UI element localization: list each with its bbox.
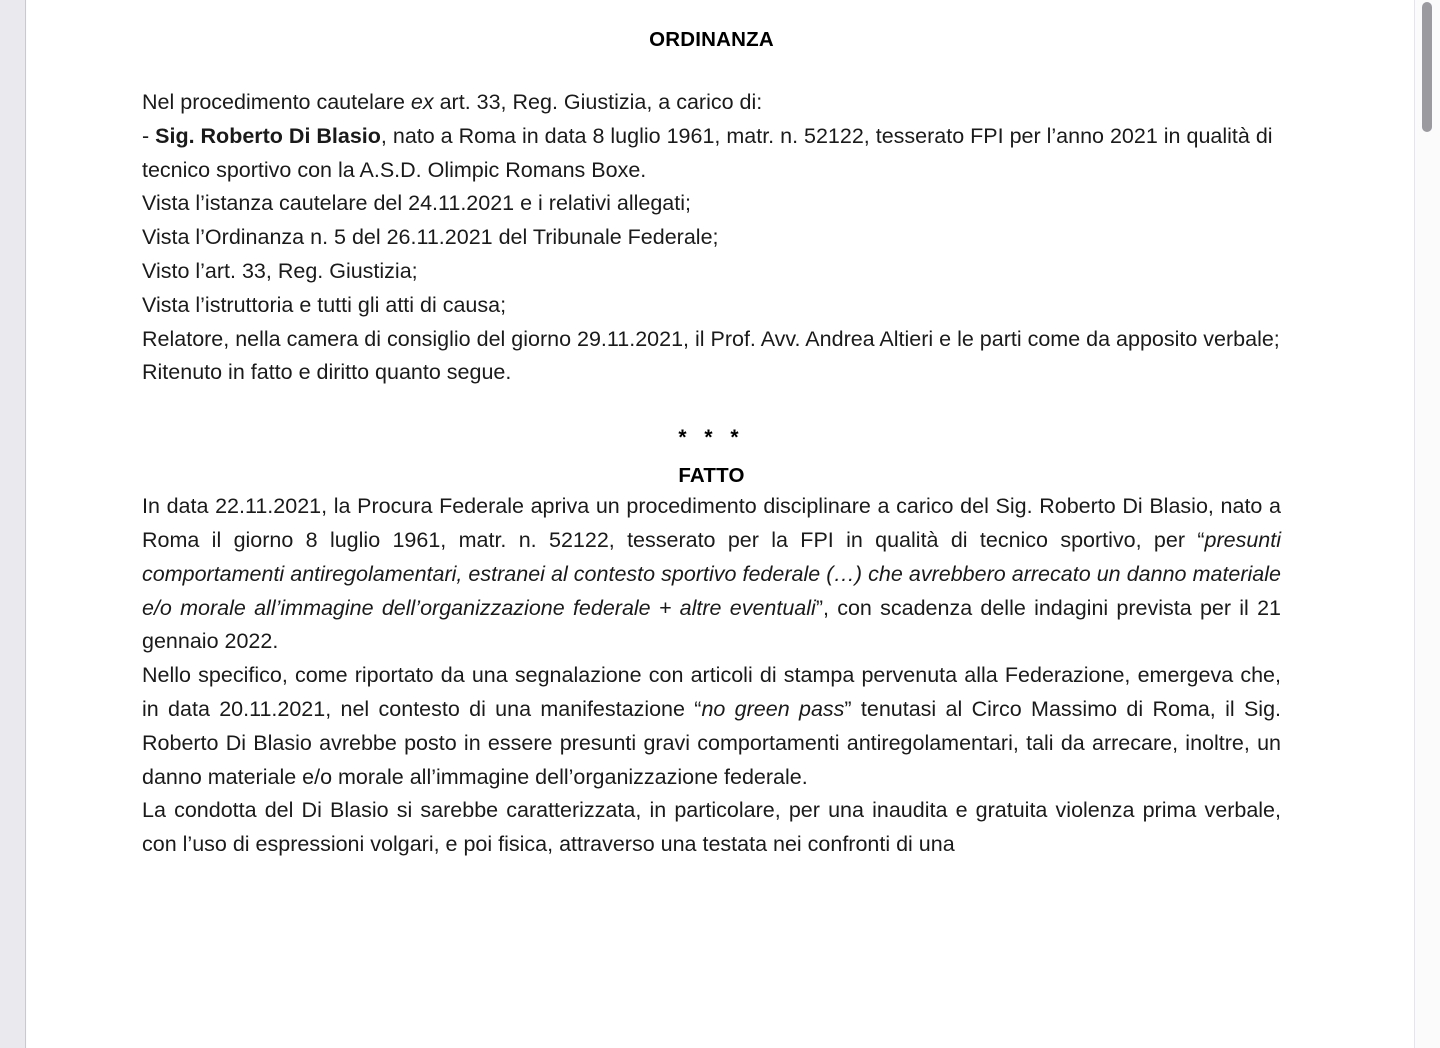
section-separator: * * * — [678, 426, 745, 450]
page-title: ORDINANZA — [649, 28, 774, 51]
fatto-paragraph-1-quote: presunti comportamenti antiregolamentari, estranei al contesto sportivo federale (…) che avrebbero arrecato un danno materiale e/o morale all’immagine dell’organizzazione federale + altre eventuali — [142, 527, 1281, 620]
preamble-line-2-dash: - — [142, 123, 156, 148]
preamble-line-7: Relatore, nella camera di consiglio del giorno 29.11.2021, il Prof. Avv. Andrea Altieri e le parti come da apposito verbale; — [142, 326, 1280, 351]
fatto-paragraph-3: La condotta del Di Blasio si sarebbe caratterizzata, in particolare, per una inaudita e gratuita violenza prima verbale, con l’uso di espressioni volgari, e poi fisica, attraverso una testata nei confronti di una — [142, 798, 1281, 857]
preamble-line-5: Visto l’art. 33, Reg. Giustizia; — [142, 258, 418, 283]
preamble-line-1-emphasis: ex — [410, 90, 434, 114]
fatto-paragraph-2 — [142, 659, 1281, 794]
fatto-paragraph-2-text-a: Nello specifico, come riportato da una segnalazione con articoli di stampa pervenuta alla Federazione, emergeva che, in data 20.11.2021, nel contesto di una manifestazione “ — [142, 663, 1281, 721]
fatto-paragraph-1 — [142, 490, 1281, 659]
preamble-line-8: Ritenuto in fatto e diritto quanto segue. — [142, 360, 512, 385]
preamble-line-2-text: , nato a Roma in data 8 luglio 1961, matr. n. 52122, tesserato FPI per l’anno 2021 in qualità di tecnico sportivo con la A.S.D. Olimpic Romans Boxe. — [142, 123, 1273, 182]
fatto-paragraph-1-text-a: In data 22.11.2021, la Procura Federale apriva un procedimento disciplinare a carico del Sig. Roberto Di Blasio, nato a Roma il giorno 8 luglio 1961, matr. n. 52122, tesserato per la FPI in qualità di tecnico sportivo, per “ — [142, 494, 1281, 552]
preamble-line-2 — [142, 120, 1281, 188]
fatto-paragraph-2-text-b: ” tenutasi al Circo Massimo di Roma, il Sig. Roberto Di Blasio avrebbe posto in essere presunti gravi comportamenti antiregolamentari, tali da arrecare, inoltre, un danno materiale e/o morale all’immagine dell’organizzazione federale. — [142, 696, 1282, 789]
preamble-line-1 — [142, 52, 1281, 120]
preamble-line-6: Vista l’istruttoria e tutti gli atti di causa; — [142, 292, 507, 317]
preamble-line-1-text-b: art. 33, Reg. Giustizia, a carico di: — [433, 90, 763, 114]
preamble-line-4: Vista l’Ordinanza n. 5 del 26.11.2021 del Tribunale Federale; — [142, 225, 719, 250]
document-text-body — [142, 0, 1281, 862]
document-page — [27, 0, 1413, 1048]
respondent-name: Sig. Roberto Di Blasio — [155, 123, 381, 148]
vertical-scrollbar[interactable] — [1414, 0, 1440, 1048]
fatto-paragraph-1-text-b: ”, con scadenza delle indagini prevista per il 21 gennaio 2022. — [142, 595, 1281, 654]
left-gutter — [0, 0, 26, 1048]
vertical-scrollbar-thumb[interactable] — [1422, 2, 1432, 132]
preamble-line-3: Vista l’istanza cautelare del 24.11.2021 e i relativi allegati; — [142, 191, 691, 216]
preamble-line-1-text-a: Nel procedimento cautelare — [142, 90, 411, 114]
section-heading-fatto: FATTO — [678, 464, 745, 488]
fatto-paragraph-2-quote: no green pass — [701, 696, 845, 721]
